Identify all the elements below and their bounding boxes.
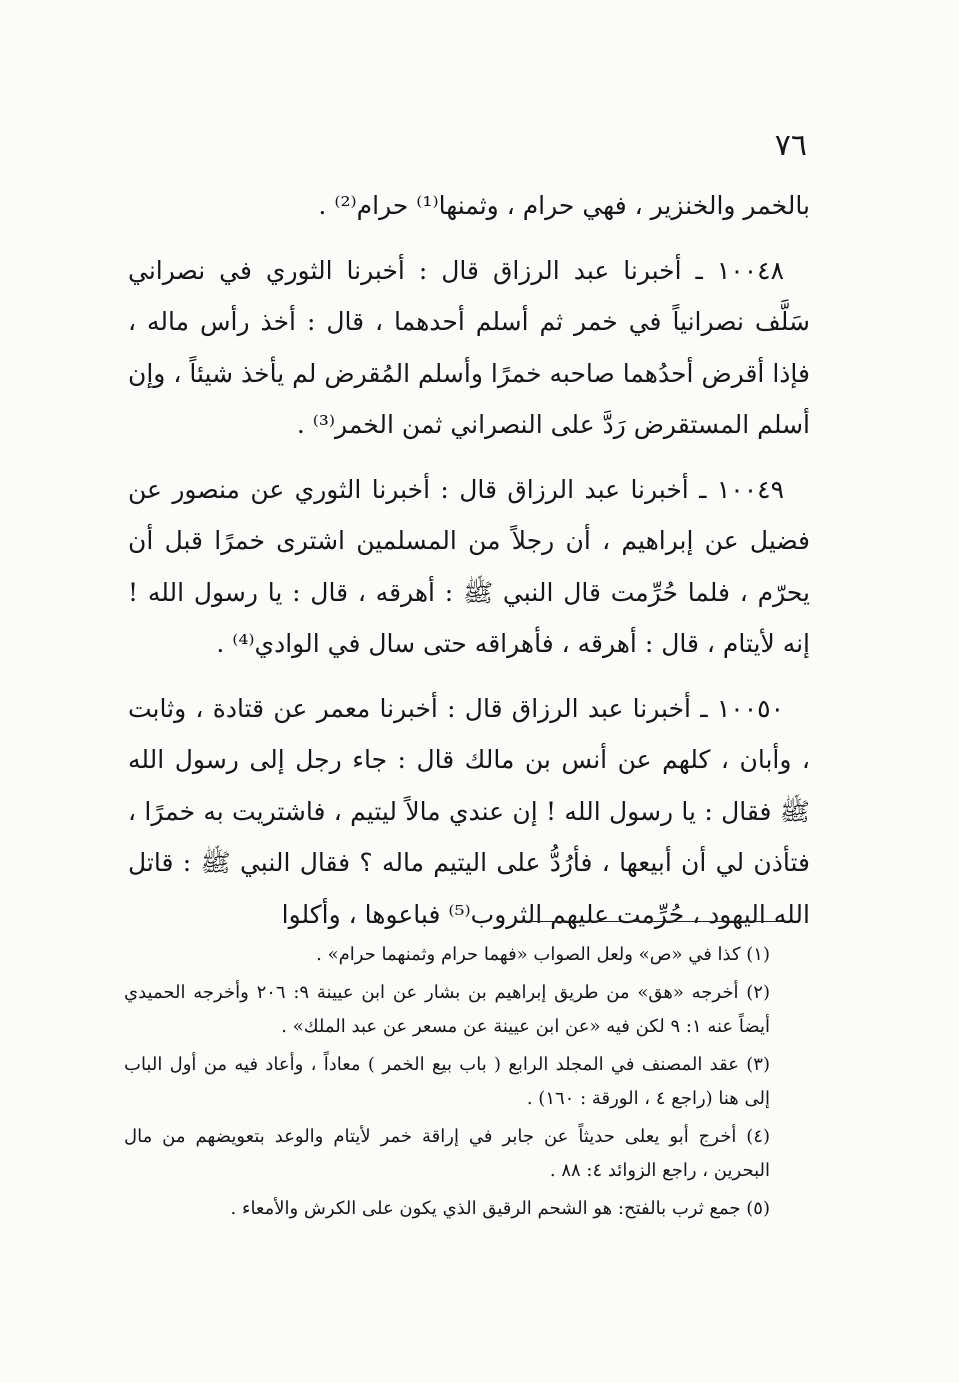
footnote-1: (١) كذا في «ص» ولعل الصواب «فهما حرام وثمنهما حرام» . bbox=[316, 944, 770, 965]
footnote-5: (٥) جمع ثرب بالفتح: هو الشحم الرقيق الذي يكون على الكرش والأمعاء . bbox=[230, 1198, 770, 1219]
footnote-divider bbox=[520, 921, 785, 922]
hadith-10049: ١٠٠٤٩ ـ أخبرنا عبد الرزاق قال : أخبرنا الثوري عن منصور عن فضيل عن إبراهيم ، أن رجلاً من المسلمين اشترى خمرًا قبل أن يحرّم ، فلما حُرِّمت قال النبي ﷺ : أهرقه ، قال : يا رسول الله ! إنه لأيتام ، قال : أهرقه ، فأهراقه حتى سال في الوادي⁽⁴⁾ . bbox=[128, 474, 810, 658]
main-text bbox=[128, 180, 810, 940]
footnotes bbox=[124, 938, 810, 1230]
footnote-3: (٣) عقد المصنف في المجلد الرابع ( باب بيع الخمر ) معاداً ، وأعاد فيه من أول الباب إلى هنا (راجع ٤ ، الورقة : ١٦٠) . bbox=[124, 1054, 770, 1109]
paragraph-continuation: بالخمر والخنزير ، فهي حرام ، وثمنها⁽¹⁾ حرام⁽²⁾ . bbox=[318, 191, 810, 220]
hadith-10050: ١٠٠٥٠ ـ أخبرنا عبد الرزاق قال : أخبرنا معمر عن قتادة ، وثابت ، وأبان ، كلهم عن أنس بن مالك قال : جاء رجل إلى رسول الله ﷺ فقال : يا رسول الله ! إن عندي مالاً ليتيم ، فاشتريت به خمرًا ، فتأذن لي أن أبيعها ، فأرُدُّ على اليتيم ماله ؟ فقال النبي ﷺ : قاتل الله اليهود ، حُرِّمت عليهم الثروب⁽⁵⁾ فباعوها ، وأكلوا bbox=[128, 693, 810, 929]
footnote-4: (٤) أخرج أبو يعلى حديثاً عن جابر في إراقة خمر لأيتام والوعد بتعويضهم من مال البحرين ، راجع الزوائد ٤: ٨٨ . bbox=[124, 1126, 770, 1181]
footnote-2: (٢) أخرجه «هق» من طريق إبراهيم بن بشار عن ابن عيينة ٩: ٢٠٦ وأخرجه الحميدي أيضاً عنه ١: ٩ لكن فيه «عن ابن عيينة عن مسعر عن عبد الملك» . bbox=[124, 982, 770, 1037]
page-number: ٧٦ bbox=[774, 128, 807, 163]
hadith-10048: ١٠٠٤٨ ـ أخبرنا عبد الرزاق قال : أخبرنا الثوري في نصراني سَلَّف نصرانياً في خمر ثم أسلم أحدهما ، قال : أخذ رأس ماله ، فإذا أقرض أحدُهما صاحبه خمرًا وأسلم المُقرض لم يأخذ شيئاً ، وإن أسلم المستقرض رَدَّ على النصراني ثمن الخمر⁽³⁾ . bbox=[128, 255, 810, 439]
